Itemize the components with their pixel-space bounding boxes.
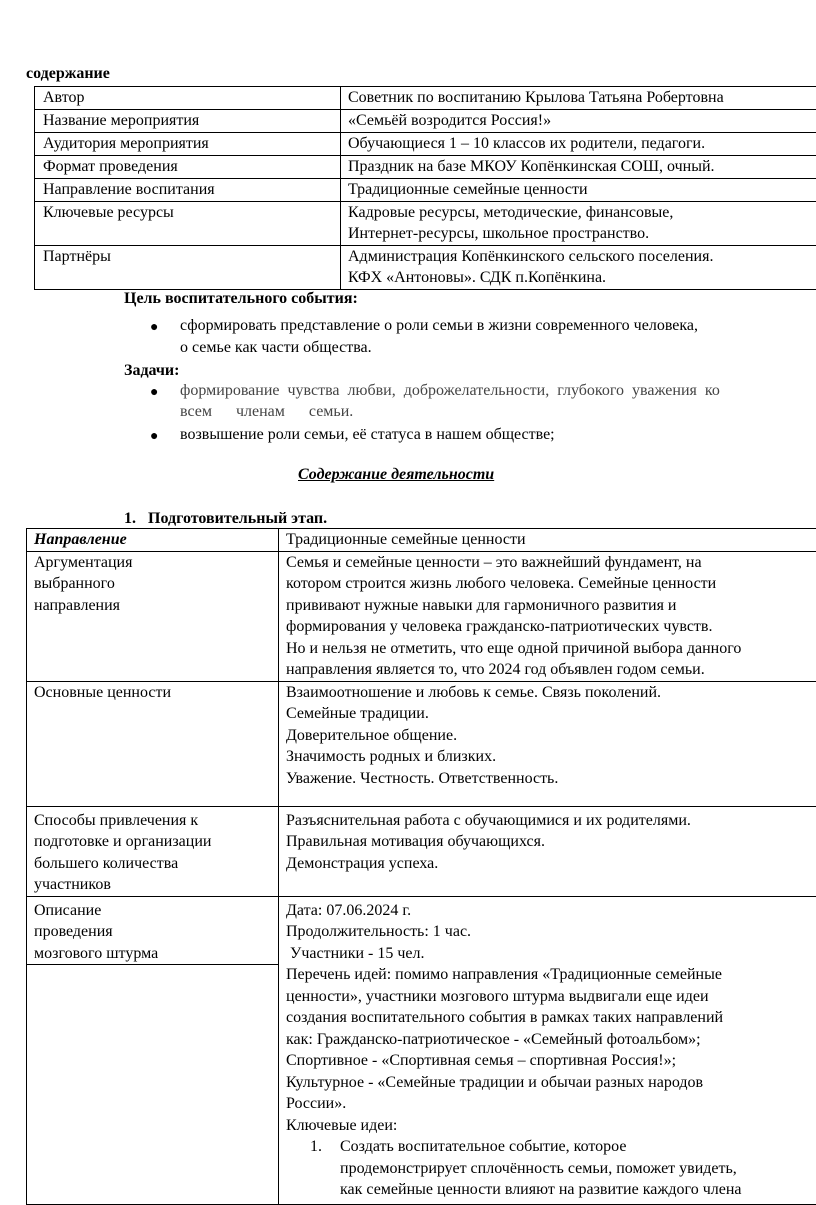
table-row bbox=[27, 806, 816, 896]
ideas-list bbox=[286, 1136, 816, 1201]
brainstorm-ideas-line: создания воспитательного события в рамках таких направлений bbox=[286, 1007, 816, 1029]
values-value-line: Доверительное общение. bbox=[286, 725, 816, 747]
argument-value bbox=[279, 551, 816, 681]
info-value-line: Администрация Копёнкинского сельского поселения. bbox=[348, 246, 814, 267]
info-label: Формат проведения bbox=[35, 156, 341, 179]
methods-label bbox=[27, 806, 279, 896]
info-value bbox=[341, 133, 816, 156]
task-1-line-2: всем членам семьи. bbox=[180, 401, 353, 423]
table-row bbox=[35, 202, 816, 246]
brainstorm-label-line: Описание bbox=[34, 900, 275, 922]
brainstorm-ideas-line: как: Гражданско-патриотическое - «Семейный фотоальбом»; bbox=[286, 1029, 816, 1051]
values-value-line: Взаимоотношение и любовь к семье. Связь поколений. bbox=[286, 682, 816, 704]
values-value-line: Уважение. Честность. Ответственность. bbox=[286, 768, 816, 790]
info-label: Ключевые ресурсы bbox=[35, 202, 341, 246]
methods-value-line: Демонстрация успеха. bbox=[286, 853, 816, 875]
brainstorm-empty-cell bbox=[27, 965, 279, 1205]
table-row bbox=[35, 156, 816, 179]
brainstorm-ideas-line: России». bbox=[286, 1093, 816, 1115]
goal-line-2: о семье как части общества. bbox=[180, 337, 372, 359]
argument-label-line: направления bbox=[34, 595, 275, 617]
info-value-line: Обучающиеся 1 – 10 классов их родители, педагоги. bbox=[348, 133, 814, 154]
info-value-line: «Семьёй возродится Россия!» bbox=[348, 110, 814, 131]
table-row bbox=[35, 87, 816, 110]
table-row bbox=[27, 896, 816, 965]
methods-label-line: участников bbox=[34, 874, 275, 896]
list-item-text: продемонстрирует сплочённость семьи, поможет увидеть, bbox=[334, 1158, 737, 1180]
methods-value-line: Разъяснительная работа с обучающимися и их родителями. bbox=[286, 810, 816, 832]
brainstorm-label bbox=[27, 896, 279, 965]
info-value bbox=[341, 156, 816, 179]
values-value bbox=[279, 681, 816, 806]
info-value bbox=[341, 246, 816, 290]
argument-label bbox=[27, 551, 279, 681]
values-label: Основные ценности bbox=[27, 681, 279, 806]
brainstorm-ideas-line: Перечень идей: помимо направления «Традиционные семейные bbox=[286, 964, 816, 986]
argument-value-line: прививают нужные навыки для гармоничного развития и bbox=[286, 595, 816, 617]
info-label: Партнёры bbox=[35, 246, 341, 290]
stage-name: Подготовительный этап. bbox=[148, 510, 327, 527]
table-row bbox=[27, 529, 816, 552]
brainstorm-value bbox=[279, 896, 816, 1205]
list-number bbox=[310, 1179, 334, 1201]
info-label: Аудитория мероприятия bbox=[35, 133, 341, 156]
table-row bbox=[35, 179, 816, 202]
brainstorm-ideas-line: Культурное - «Семейные традиции и обычаи разных народов bbox=[286, 1072, 816, 1094]
table-row bbox=[35, 133, 816, 156]
info-value bbox=[341, 87, 816, 110]
table-row bbox=[27, 551, 816, 681]
brainstorm-ideas-line: Ключевые идеи: bbox=[286, 1115, 816, 1137]
brainstorm-info-line: Участники - 15 чел. bbox=[286, 943, 816, 965]
task-2: возвышение роли семьи, её статуса в нашем обществе; bbox=[180, 424, 555, 446]
info-table bbox=[34, 86, 816, 290]
table-row bbox=[35, 110, 816, 133]
bullet-icon: ● bbox=[150, 382, 158, 404]
methods-label-line: подготовке и организации bbox=[34, 831, 275, 853]
list-item-line bbox=[310, 1158, 816, 1180]
methods-value-line: Правильная мотивация обучающихся. bbox=[286, 831, 816, 853]
info-value-line: Праздник на базе МКОУ Копёнкинская СОШ, очный. bbox=[348, 156, 814, 177]
bullet-icon: ● bbox=[150, 317, 158, 339]
list-item-line bbox=[310, 1136, 816, 1158]
stage-table bbox=[26, 528, 816, 1205]
info-value bbox=[341, 179, 816, 202]
argument-value-line: котором строится жизнь любого человека. Семейные ценности bbox=[286, 573, 816, 595]
info-value-line: Кадровые ресурсы, методические, финансовые, bbox=[348, 202, 814, 223]
values-value-line: Семейные традиции. bbox=[286, 703, 816, 725]
methods-label-line: Способы привлечения к bbox=[34, 810, 275, 832]
methods-label-line: большего количества bbox=[34, 853, 275, 875]
argument-value-line: формирования у человека гражданско-патриотических чувств. bbox=[286, 616, 816, 638]
section-title: Содержание деятельности bbox=[298, 464, 494, 486]
info-label: Направление воспитания bbox=[35, 179, 341, 202]
goal-title: Цель воспитательного события: bbox=[124, 288, 358, 310]
argument-label-line: выбранного bbox=[34, 573, 275, 595]
list-number bbox=[310, 1158, 334, 1180]
values-value-line: Значимость родных и близких. bbox=[286, 746, 816, 768]
brainstorm-info-line: Продолжительность: 1 час. bbox=[286, 921, 816, 943]
direction-value: Традиционные семейные ценности bbox=[279, 529, 816, 552]
info-value bbox=[341, 110, 816, 133]
brainstorm-label-line: проведения bbox=[34, 921, 275, 943]
tasks-title: Задачи: bbox=[124, 360, 179, 382]
table-row bbox=[27, 681, 816, 806]
stage-title bbox=[124, 508, 327, 530]
list-item-text: Создать воспитательное событие, которое bbox=[334, 1136, 626, 1158]
info-value bbox=[341, 202, 816, 246]
brainstorm-label-line: мозгового штурма bbox=[34, 943, 275, 965]
argument-value-line: Но и нельзя не отметить, что еще одной причиной выбора данного bbox=[286, 638, 816, 660]
goal-line-1: сформировать представление о роли семьи в жизни современного человека, bbox=[180, 315, 698, 337]
direction-label: Направление bbox=[27, 529, 279, 552]
bullet-icon: ● bbox=[150, 426, 158, 448]
table-row bbox=[35, 246, 816, 290]
argument-value-line: Семья и семейные ценности – это важнейший фундамент, на bbox=[286, 552, 816, 574]
document-heading: содержание bbox=[26, 63, 110, 85]
info-value-line: Советник по воспитанию Крылова Татьяна Робертовна bbox=[348, 87, 814, 108]
list-number: 1. bbox=[310, 1136, 334, 1158]
argument-value-line: направления является то, что 2024 год объявлен годом семьи. bbox=[286, 659, 816, 681]
brainstorm-info-line: Дата: 07.06.2024 г. bbox=[286, 900, 816, 922]
stage-number: 1. bbox=[124, 510, 136, 527]
brainstorm-ideas-line: ценности», участники мозгового штурма выдвигали еще идеи bbox=[286, 986, 816, 1008]
info-value-line: Традиционные семейные ценности bbox=[348, 179, 814, 200]
methods-value bbox=[279, 806, 816, 896]
argument-label-line: Аргументация bbox=[34, 552, 275, 574]
list-item-text: как семейные ценности влияют на развитие каждого члена bbox=[334, 1179, 741, 1201]
info-label: Название мероприятия bbox=[35, 110, 341, 133]
info-value-line: КФХ «Антоновы». СДК п.Копёнкина. bbox=[348, 267, 814, 288]
list-item-line bbox=[310, 1179, 816, 1201]
brainstorm-ideas-line: Спортивное - «Спортивная семья – спортивная Россия!»; bbox=[286, 1050, 816, 1072]
info-value-line: Интернет-ресурсы, школьное пространство. bbox=[348, 223, 814, 244]
info-label: Автор bbox=[35, 87, 341, 110]
task-1-line-1: формирование чувства любви, доброжелательности, глубокого уважения ко bbox=[180, 380, 720, 402]
